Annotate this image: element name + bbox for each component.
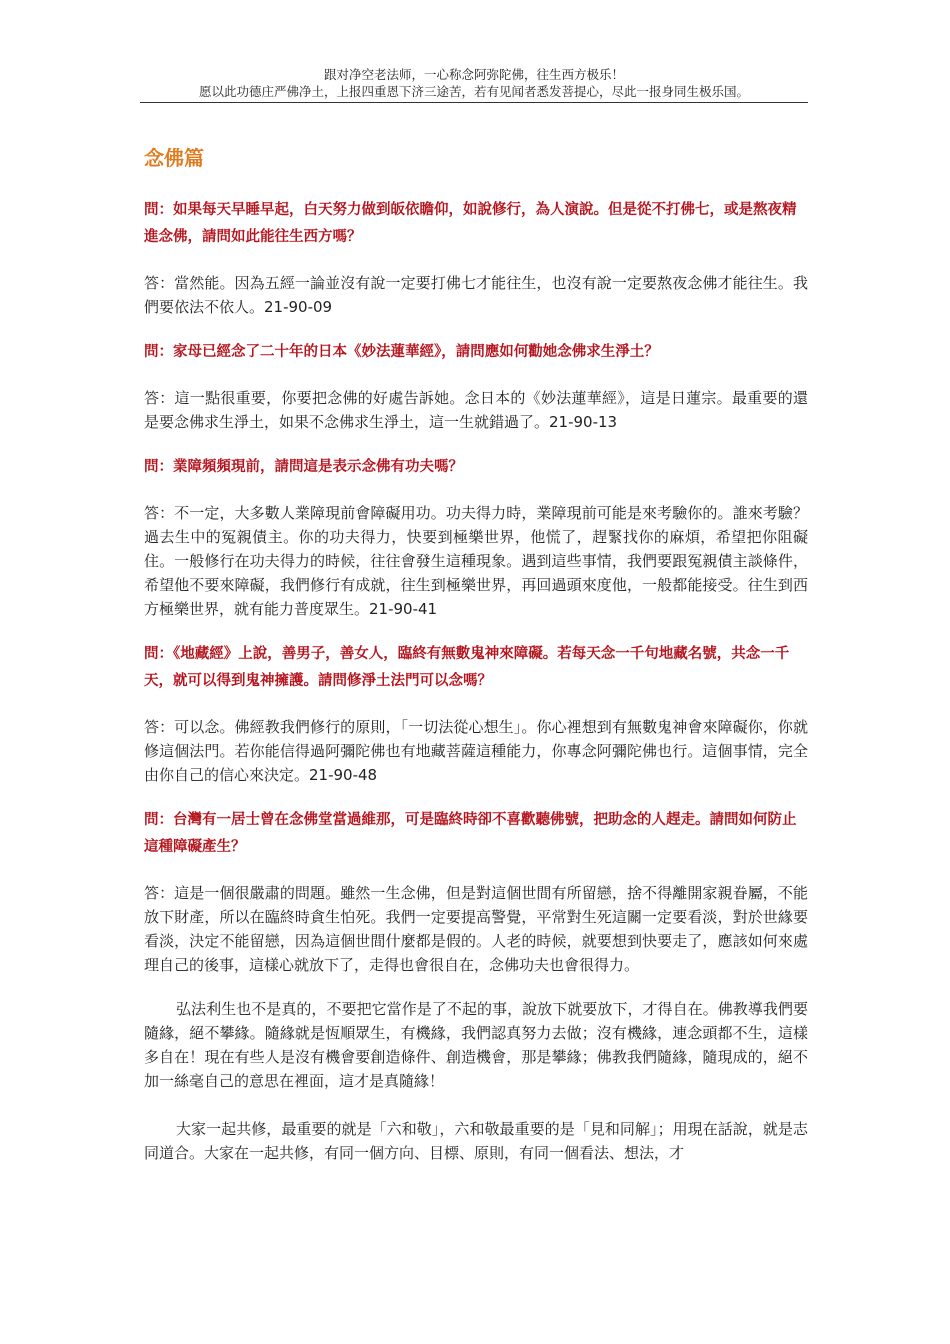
answer-2-ref: 21-90-13 bbox=[549, 413, 618, 431]
answer-1-ref: 21-90-09 bbox=[264, 298, 333, 316]
question-2: 問：家母已經念了二十年的日本《妙法蓮華經》，請問應如何勸她念佛求生淨土？ bbox=[144, 344, 659, 360]
header-line-2: 愿以此功德庄严佛净土，上报四重恩下济三途苦，若有见闻者悉发菩提心，尽此一报身同生极乐国。 bbox=[140, 83, 808, 103]
answer-4-text: 答：可以念。佛經教我們修行的原則，「一切法從心想生」。你心裡想到有無數鬼神會來障礙你，你就修這個法門。若你能信得過阿彌陀佛也有地藏菩薩這種能力，你專念阿彌陀佛也行。這個事情，完全由你自己的信心來決定。 bbox=[144, 718, 808, 784]
section-title: 念佛篇 bbox=[144, 146, 204, 170]
question-4: 問：《地藏經》上說，善男子，善女人，臨終有無數鬼神來障礙。若每天念一千句地藏名號，共念一千天，就可以得到鬼神擁護。請問修淨土法門可以念嗎？ bbox=[144, 646, 790, 689]
paragraph-2: 大家一起共修，最重要的就是「六和敬」，六和敬最重要的是「見和同解」；用現在話說，就是志同道合。大家在一起共修，有同一個方向、目標、原則，有同一個看法、想法，才 bbox=[144, 1120, 808, 1162]
answer-3-ref: 21-90-41 bbox=[369, 600, 438, 618]
answer-1 bbox=[144, 271, 808, 319]
paragraph-1: 弘法利生也不是真的，不要把它當作是了不起的事，說放下就要放下，才得自在。佛教導我們要隨緣，絕不攀緣。隨緣就是恆順眾生，有機緣，我們認真努力去做；沒有機緣，連念頭都不生，這樣多自在！現在有些人是沒有機會要創造條件、創造機會，那是攀緣；佛教我們隨緣，隨現成的，絕不加一絲毫自己的意思在裡面，這才是真隨緣！ bbox=[144, 1000, 808, 1090]
answer-4 bbox=[144, 715, 808, 787]
answer-2 bbox=[144, 386, 808, 434]
document-body bbox=[144, 142, 808, 1189]
header-line-1: 跟对净空老法师，一心称念阿弥陀佛，往生西方极乐！ bbox=[323, 67, 624, 82]
answer-1-text: 答：當然能。因為五經一論並沒有說一定要打佛七才能往生，也沒有說一定要熬夜念佛才能往生。我們要依法不依人。 bbox=[144, 274, 808, 316]
answer-5 bbox=[144, 881, 808, 977]
question-1: 問：如果每天早睡早起，白天努力做到皈依瞻仰，如說修行，為人演說。但是從不打佛七，或是熬夜精進念佛，請問如此能往生西方嗎？ bbox=[144, 202, 797, 245]
page-header bbox=[140, 66, 808, 103]
question-5: 問：台灣有一居士曾在念佛堂當過維那，可是臨終時卻不喜歡聽佛號，把助念的人趕走。請問如何防止這種障礙產生？ bbox=[144, 812, 797, 855]
answer-2-text: 答：這一點很重要，你要把念佛的好處告訴她。念日本的《妙法蓮華經》，這是日蓮宗。最重要的還是要念佛求生淨土，如果不念佛求生淨土，這一生就錯過了。 bbox=[144, 389, 808, 431]
answer-4-ref: 21-90-48 bbox=[309, 766, 378, 784]
answer-5-text: 答：這是一個很嚴肅的問題。雖然一生念佛，但是對這個世間有所留戀，捨不得離開家親眷屬，不能放下財產，所以在臨終時貪生怕死。我們一定要提高警覺，平常對生死這關一定要看淡，對於世緣要看淡，決定不能留戀，因為這個世間什麼都是假的。人老的時候，就要想到快要走了，應該如何來處理自己的後事，這樣心就放下了，走得也會很自在，念佛功夫也會很得力。 bbox=[144, 884, 808, 974]
answer-3 bbox=[144, 501, 808, 621]
question-3: 問：業障頻頻現前，請問這是表示念佛有功夫嗎？ bbox=[144, 459, 463, 475]
answer-3-text: 答：不一定，大多數人業障現前會障礙用功。功夫得力時，業障現前可能是來考驗你的。誰來考驗？過去生中的冤親債主。你的功夫得力，快要到極樂世界，他慌了，趕緊找你的麻煩，希望把你阻礙住。一般修行在功夫得力的時候，往往會發生這種現象。遇到這些事情，我們要跟冤親債主談條件，希望他不要來障礙，我們修行有成就，往生到極樂世界，再回過頭來度他，一般都能接受。往生到西方極樂世界，就有能力普度眾生。 bbox=[144, 504, 808, 618]
